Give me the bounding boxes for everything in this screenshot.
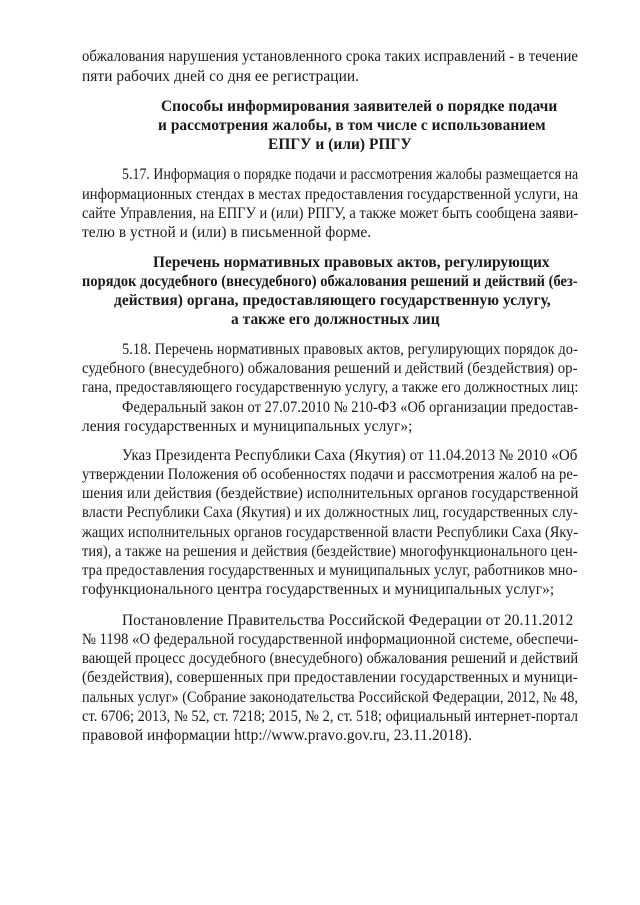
text-line: Постановление Правительства Российской Федерации от 20.11.2012 [122,612,574,629]
text-line: гофункционального центра государственных и муниципальных услуг»; [82,581,555,598]
text-line: правовой информации http://www.pravo.gov.ru, 23.11.2018). [82,727,472,744]
text-line: Указ Президента Республики Саха (Якутия) от 11.04.2013 № 2010 «Об [122,447,578,464]
text-line: обжалования нарушения установленного срока таких исправлений - в течение [82,48,579,65]
text-line: (бездействия), совершенных при предоставлении государственных и муници- [82,669,578,686]
heading-line: действия) органа, предоставляющего государственную услугу, [114,292,551,309]
text-line: жащих исполнительных органов государственной власти Республики Саха (Яку- [82,524,579,541]
text-line: 5.18. Перечень нормативных правовых актов, регулирующих порядок до- [122,341,578,358]
text-line: пальных услуг» (Собрание законодательства Российской Федерации, 2012, № 48, [82,689,579,706]
text-line: власти Республики Саха (Якутия) и их должностных лиц, государственных слу- [82,504,578,521]
text-line: ст. 6706; 2013, № 52, ст. 7218; 2015, № 2, ст. 518; официальный интернет-портал [82,708,579,725]
text-line: ления государственных и муниципальных услуг»; [82,418,413,435]
text-line: вающей процесс досудебного (внесудебного) обжалования решений и действий [82,650,579,667]
text-line: утверждении Положения об особенностях подачи и рассмотрения жалоб на ре- [82,466,578,483]
heading-line: порядок досудебного (внесудебного) обжалования решений и действий (без- [82,273,578,290]
text-line: телю в устной и (или) в письменной форме. [82,224,372,241]
text-line: шения или действия (бездействие) исполнительных органов государственной [82,485,579,502]
text-line: информационных стендах в местах предоставления государственной услуги, на [82,186,579,203]
heading-line: ЕПГУ и (или) РПГУ [268,136,412,153]
text-line: № 1198 «О федеральной государственной информационной системе, обеспечи- [82,631,579,648]
text-line: 5.17. Информация о порядке подачи и рассмотрения жалобы размещается на [122,166,579,183]
text-line: гана, предоставляющего государственную услугу, а также его должностных лиц: [82,379,579,396]
text-line: тия), а также на решения и действия (бездействие) многофункционального цен- [82,543,578,560]
heading-line: и рассмотрения жалобы, в том числе с использованием [158,117,546,134]
heading-line: Способы информирования заявителей о порядке подачи [161,98,558,115]
text-line: Федеральный закон от 27.07.2010 № 210-ФЗ «Об организации предостав- [122,399,579,416]
text-line: пяти рабочих дней со дня ее регистрации. [82,68,360,85]
heading-line: Перечень нормативных правовых актов, регулирующих [153,254,550,271]
text-line: сайте Управления, на ЕПГУ и (или) РПГУ, а также может быть сообщена заяви- [82,205,579,222]
text-line: тра предоставления государственных и муниципальных услуг, работников мно- [82,562,578,579]
heading-line: а также его должностных лиц [231,311,440,328]
text-line: судебного (внесудебного) обжалования решений и действий (бездействия) ор- [82,360,578,377]
